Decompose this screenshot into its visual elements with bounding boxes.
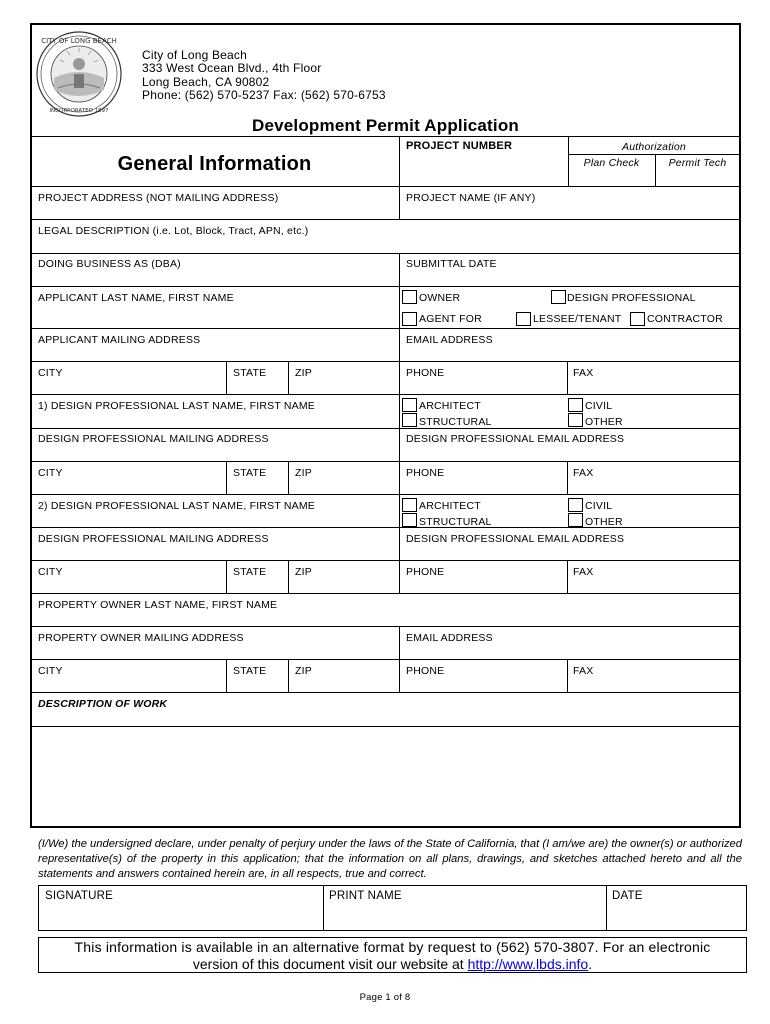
owner-zip-input[interactable] — [293, 677, 397, 691]
divider — [31, 136, 740, 137]
agent-for-label: AGENT FOR — [419, 313, 482, 325]
dp1-architect-checkbox[interactable] — [402, 398, 417, 412]
dp2-civil-label: CIVIL — [585, 500, 613, 512]
lessee-tenant-checkbox[interactable] — [516, 312, 531, 326]
dp2-name-label: 2) DESIGN PROFESSIONAL LAST NAME, FIRST NAME — [38, 500, 315, 512]
divider — [567, 659, 568, 692]
dp1-city-input[interactable] — [36, 479, 224, 493]
dp1-zip-label: ZIP — [295, 467, 312, 479]
declaration-text: (I/We) the undersigned declare, under penalty of perjury under the laws of the State of California, that (I am/we are) the owner(s) or authorized representative(s) of the property in this application; that the information on all plans, drawings, and sketches attached hereto and all the statements and answers contained herein are, in all respects, true and correct. — [38, 838, 742, 880]
dp2-civil-checkbox[interactable] — [568, 498, 583, 512]
dp2-fax-label: FAX — [573, 566, 594, 578]
owner-mailing-label: PROPERTY OWNER MAILING ADDRESS — [38, 632, 244, 644]
design-professional-checkbox[interactable] — [551, 290, 566, 304]
divider — [31, 461, 740, 462]
date-input[interactable] — [610, 906, 744, 928]
divider — [399, 626, 400, 692]
owner-city-label: CITY — [38, 665, 63, 677]
divider — [31, 527, 740, 528]
divider — [31, 186, 740, 187]
dp2-city-input[interactable] — [36, 578, 224, 592]
dp1-structural-checkbox[interactable] — [402, 413, 417, 427]
applicant-email-input[interactable] — [404, 346, 736, 360]
org-address-1: 333 West Ocean Blvd., 4th Floor — [142, 61, 322, 75]
dp1-civil-checkbox[interactable] — [568, 398, 583, 412]
dp2-email-input[interactable] — [404, 545, 736, 559]
signature-label: SIGNATURE — [45, 890, 114, 902]
dp2-architect-checkbox[interactable] — [402, 498, 417, 512]
page-title: Development Permit Application — [251, 116, 520, 135]
divider — [31, 286, 740, 287]
applicant-city-label: CITY — [38, 367, 63, 379]
applicant-zip-label: ZIP — [295, 367, 312, 379]
owner-zip-label: ZIP — [295, 665, 312, 677]
page-number: Page 1 of 8 — [359, 992, 411, 1003]
divider — [288, 361, 289, 394]
project-number-input[interactable] — [404, 156, 564, 182]
dp2-phone-label: PHONE — [406, 566, 445, 578]
notice-line-2-prefix: version of this document visit our website at — [192, 956, 468, 972]
divider — [226, 659, 227, 692]
legal-description-input[interactable] — [36, 237, 736, 251]
divider — [567, 461, 568, 494]
owner-phone-input[interactable] — [404, 677, 564, 691]
dba-label: DOING BUSINESS AS (DBA) — [38, 258, 181, 270]
dp1-state-input[interactable] — [231, 479, 286, 493]
dp2-email-label: DESIGN PROFESSIONAL EMAIL ADDRESS — [406, 533, 625, 545]
dp2-zip-input[interactable] — [293, 578, 397, 592]
divider — [31, 593, 740, 594]
divider — [399, 136, 400, 186]
divider — [31, 726, 740, 727]
divider — [288, 560, 289, 593]
owner-fax-label: FAX — [573, 665, 594, 677]
notice-line-1: This information is available in an alternative format by request to (562) 570-3807. For an electronic — [74, 939, 711, 955]
owner-fax-input[interactable] — [571, 677, 736, 691]
dp1-civil-label: CIVIL — [585, 400, 613, 412]
divider — [226, 461, 227, 494]
divider — [31, 692, 740, 693]
divider — [567, 560, 568, 593]
divider — [399, 361, 400, 527]
svg-text:INCORPORATED 1897: INCORPORATED 1897 — [49, 108, 109, 114]
divider — [399, 527, 400, 593]
svg-text:CITY OF LONG BEACH: CITY OF LONG BEACH — [41, 37, 117, 45]
dp2-fax-input[interactable] — [571, 578, 736, 592]
dp1-fax-label: FAX — [573, 467, 594, 479]
project-address-label: PROJECT ADDRESS (NOT MAILING ADDRESS) — [38, 192, 279, 204]
divider — [568, 154, 740, 155]
owner-email-label: EMAIL ADDRESS — [406, 632, 493, 644]
applicant-city-input[interactable] — [36, 379, 224, 393]
applicant-state-input[interactable] — [231, 379, 286, 393]
divider — [31, 394, 740, 395]
dp1-phone-label: PHONE — [406, 467, 445, 479]
city-seal-icon — [34, 30, 124, 118]
project-number-label: PROJECT NUMBER — [406, 140, 513, 152]
applicant-fax-label: FAX — [573, 367, 594, 379]
divider — [31, 328, 740, 329]
owner-name-input[interactable] — [36, 611, 736, 625]
contractor-label: CONTRACTOR — [647, 313, 723, 325]
dp2-architect-label: ARCHITECT — [419, 500, 481, 512]
owner-label: OWNER — [419, 292, 461, 304]
divider — [31, 560, 740, 561]
applicant-name-input[interactable] — [36, 308, 396, 324]
date-label: DATE — [612, 890, 643, 902]
signature-input[interactable] — [43, 906, 319, 928]
owner-phone-label: PHONE — [406, 665, 445, 677]
dp2-structural-label: STRUCTURAL — [419, 516, 492, 528]
project-name-input[interactable] — [404, 204, 736, 218]
applicant-name-label: APPLICANT LAST NAME, FIRST NAME — [38, 292, 234, 304]
design-professional-label: DESIGN PROFESSIONAL — [567, 292, 696, 304]
dp1-name-input[interactable] — [36, 412, 396, 426]
dp1-city-label: CITY — [38, 467, 63, 479]
dp2-phone-input[interactable] — [404, 578, 564, 592]
applicant-mailing-input[interactable] — [36, 346, 396, 360]
dp1-architect-label: ARCHITECT — [419, 400, 481, 412]
divider — [399, 253, 400, 328]
submittal-date-label: SUBMITTAL DATE — [406, 258, 497, 270]
owner-name-label: PROPERTY OWNER LAST NAME, FIRST NAME — [38, 599, 278, 611]
submittal-date-input[interactable] — [404, 270, 736, 284]
dp1-email-label: DESIGN PROFESSIONAL EMAIL ADDRESS — [406, 433, 625, 445]
dp2-other-checkbox[interactable] — [568, 513, 583, 527]
website-link[interactable]: http://www.lbds.info — [467, 956, 589, 972]
dp1-fax-input[interactable] — [571, 479, 736, 493]
dp2-structural-checkbox[interactable] — [402, 513, 417, 527]
lessee-tenant-label: LESSEE/TENANT — [533, 313, 622, 325]
owner-email-input[interactable] — [404, 644, 736, 658]
org-name: City of Long Beach — [142, 48, 247, 62]
description-of-work-input[interactable] — [36, 730, 736, 824]
org-phone: Phone: (562) 570-5237 Fax: (562) 570-6753 — [142, 88, 386, 102]
print-name-input[interactable] — [327, 906, 603, 928]
divider — [399, 186, 400, 219]
divider — [323, 885, 324, 931]
contractor-checkbox[interactable] — [630, 312, 645, 326]
dp1-name-label: 1) DESIGN PROFESSIONAL LAST NAME, FIRST NAME — [38, 400, 315, 412]
owner-city-input[interactable] — [36, 677, 224, 691]
dp2-name-input[interactable] — [36, 512, 396, 526]
authorization-label: Authorization — [622, 141, 686, 153]
divider — [567, 361, 568, 394]
applicant-fax-input[interactable] — [571, 379, 736, 393]
divider — [31, 428, 740, 429]
dp1-mailing-label: DESIGN PROFESSIONAL MAILING ADDRESS — [38, 433, 269, 445]
project-address-input[interactable] — [36, 204, 396, 218]
divider — [31, 219, 740, 220]
applicant-mailing-label: APPLICANT MAILING ADDRESS — [38, 334, 201, 346]
divider — [31, 253, 740, 254]
description-of-work-label: DESCRIPTION OF WORK — [38, 698, 168, 710]
agent-for-checkbox[interactable] — [402, 312, 417, 326]
dp1-phone-input[interactable] — [404, 479, 564, 493]
dba-input[interactable] — [36, 270, 396, 284]
dp1-mailing-input[interactable] — [36, 445, 396, 459]
divider — [606, 885, 607, 931]
plan-check-label: Plan Check — [583, 157, 640, 169]
notice-line-2 — [38, 956, 747, 973]
dp1-other-label: OTHER — [585, 416, 623, 428]
applicant-zip-input[interactable] — [293, 379, 397, 393]
divider — [288, 659, 289, 692]
dp1-zip-input[interactable] — [293, 479, 397, 493]
divider — [31, 494, 740, 495]
owner-state-input[interactable] — [231, 677, 286, 691]
print-name-label: PRINT NAME — [329, 890, 402, 902]
dp2-mailing-label: DESIGN PROFESSIONAL MAILING ADDRESS — [38, 533, 269, 545]
org-address-2: Long Beach, CA 90802 — [142, 75, 270, 89]
legal-description-label: LEGAL DESCRIPTION (i.e. Lot, Block, Tract, APN, etc.) — [38, 225, 309, 237]
dp2-other-label: OTHER — [585, 516, 623, 528]
applicant-state-label: STATE — [233, 367, 267, 379]
divider — [31, 659, 740, 660]
dp2-city-label: CITY — [38, 566, 63, 578]
notice-line-2-suffix: . — [588, 956, 593, 972]
divider — [31, 361, 740, 362]
divider — [226, 560, 227, 593]
dp1-structural-label: STRUCTURAL — [419, 416, 492, 428]
divider — [399, 328, 400, 361]
applicant-phone-label: PHONE — [406, 367, 445, 379]
divider — [288, 461, 289, 494]
divider — [31, 626, 740, 627]
dp1-state-label: STATE — [233, 467, 267, 479]
owner-checkbox[interactable] — [402, 290, 417, 304]
owner-state-label: STATE — [233, 665, 267, 677]
divider — [226, 361, 227, 394]
section-title: General Information — [117, 153, 312, 175]
applicant-email-label: EMAIL ADDRESS — [406, 334, 493, 346]
permit-tech-label: Permit Tech — [668, 157, 727, 169]
dp2-state-label: STATE — [233, 566, 267, 578]
project-name-label: PROJECT NAME (IF ANY) — [406, 192, 536, 204]
owner-mailing-input[interactable] — [36, 644, 396, 658]
dp1-other-checkbox[interactable] — [568, 413, 583, 427]
dp2-mailing-input[interactable] — [36, 545, 396, 559]
dp1-email-input[interactable] — [404, 445, 736, 459]
applicant-phone-input[interactable] — [404, 379, 564, 393]
dp2-zip-label: ZIP — [295, 566, 312, 578]
dp2-state-input[interactable] — [231, 578, 286, 592]
